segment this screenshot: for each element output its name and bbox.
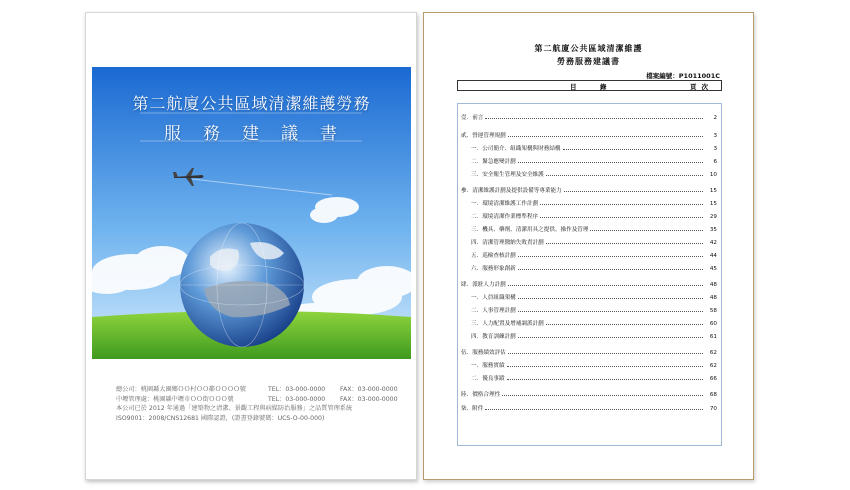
toc-entry <box>458 169 721 178</box>
address: 中壢管理處：桃園縣中壢市ＯＯ街ＯＯＯ號 <box>116 395 234 403</box>
toc-leader-dots <box>518 162 703 163</box>
fax: FAX：03-000-0000 <box>340 395 398 403</box>
toc-entry-label: 三．安全衛生管理及安全維護 <box>471 172 544 178</box>
toc-entry-label: 三．人力配置及增補調派計劃 <box>471 321 544 327</box>
toc-leader-dots <box>518 269 703 270</box>
toc-entry <box>458 156 721 165</box>
cover-page <box>85 12 417 480</box>
document-number: 檔案編號：P1011001C <box>646 72 720 80</box>
toc-entry-label: 一．公司簡介、組織架構與財務結構 <box>471 146 561 152</box>
cover-illustration <box>92 67 411 359</box>
toc-page <box>423 12 754 480</box>
toc-entry-label: 肆．派駐人力計劃 <box>461 282 506 288</box>
toc-entry-label: 一．人員組織架構 <box>471 295 516 301</box>
cover-title-line1: 第二航廈公共區域清潔維護勞務 <box>132 94 371 113</box>
toc-entry-page: 6 <box>713 159 717 165</box>
toc-entry-label: 伍．服務績效評估 <box>461 350 506 356</box>
toc-entry <box>458 263 721 272</box>
toc-leader-dots <box>507 379 703 380</box>
toc-entry-label: 一．服務實績 <box>471 363 505 369</box>
toc-entry-label: 二．環境清潔作業標準程序 <box>471 214 539 220</box>
toc-entry-label: 參．清潔維護計劃及提供設備等專業能力 <box>461 188 562 194</box>
address: 總公司：桃園縣大園鄉ＯＯ村ＯＯ鄰ＯＯＯＯ號 <box>116 386 246 393</box>
certification-line1: 本公司已於 2012 年通過「建築物之清潔、景觀工程與病媒防治服務」之品質管理系統 <box>116 405 353 412</box>
telephone: TEL：03-000-0000 <box>268 386 326 393</box>
toc-leader-dots <box>518 298 703 299</box>
airplane-icon <box>172 167 206 187</box>
toc-leader-dots <box>518 311 703 312</box>
toc-entry-label: 二．人事管理計劃 <box>471 308 516 314</box>
toc-entry <box>458 305 721 314</box>
toc-entry-label: 柒．附件 <box>461 406 484 412</box>
toc-entry-page: 62 <box>709 363 717 369</box>
toc-entry <box>458 237 721 246</box>
toc-header <box>457 80 722 91</box>
toc-entry <box>458 318 721 327</box>
toc-entry-page: 61 <box>709 334 717 340</box>
toc-entry-page: 66 <box>709 376 717 382</box>
toc-leader-dots <box>502 395 703 396</box>
toc-entry <box>458 347 721 356</box>
toc-entry-page: 62 <box>709 350 717 356</box>
toc-entry-page: 2 <box>713 115 717 121</box>
toc-list <box>457 103 722 446</box>
toc-entry-page: 44 <box>709 253 717 259</box>
toc-entry <box>458 373 721 382</box>
toc-entry-label: 貳．營運管理規劃 <box>461 133 506 139</box>
toc-entry <box>458 185 721 194</box>
toc-leader-dots <box>508 353 703 354</box>
toc-entry-page: 48 <box>709 295 717 301</box>
fax: FAX：03-000-0000 <box>340 386 398 393</box>
toc-entry <box>458 250 721 259</box>
toc-entry-label: 五．巡檢查核計劃 <box>471 253 516 259</box>
toc-header-page: 頁次 <box>690 83 713 91</box>
toc-entry-page: 68 <box>709 392 717 398</box>
toc-entry-label: 二．優良事蹟 <box>471 376 505 382</box>
toc-entry-page: 58 <box>709 308 717 314</box>
toc-entry <box>458 112 721 121</box>
toc-entry-page: 70 <box>709 406 717 412</box>
toc-entry <box>458 360 721 369</box>
toc-entry-page: 42 <box>709 240 717 246</box>
toc-leader-dots <box>563 149 703 150</box>
toc-leader-dots <box>546 243 703 244</box>
toc-entry-label: 四．教育訓練計劃 <box>471 334 516 340</box>
toc-entry <box>458 130 721 139</box>
toc-entry-page: 3 <box>713 133 717 139</box>
toc-entry <box>458 389 721 398</box>
cover-title-line2: 服務建議書 <box>164 124 359 144</box>
toc-entry <box>458 279 721 288</box>
toc-header-mu: 目 <box>570 83 577 91</box>
toc-leader-dots <box>518 256 703 257</box>
toc-title-line2: 勞務服務建議書 <box>557 57 620 66</box>
toc-leader-dots <box>546 324 703 325</box>
toc-title-line1: 第二航廈公共區域清潔維護 <box>534 44 643 53</box>
toc-leader-dots <box>508 136 703 137</box>
globe-icon <box>180 223 304 347</box>
toc-entry <box>458 331 721 340</box>
toc-entry-page: 29 <box>709 214 717 220</box>
toc-entry-label: 三．機具、藥劑、清潔用具之提供、操作及管理 <box>471 227 589 233</box>
toc-leader-dots <box>485 118 703 119</box>
toc-leader-dots <box>546 175 703 176</box>
info-row-headquarters <box>116 385 416 395</box>
toc-leader-dots <box>508 285 703 286</box>
toc-entry-page: 35 <box>709 227 717 233</box>
toc-entry <box>458 292 721 301</box>
toc-entry-page: 15 <box>709 188 717 194</box>
toc-leader-dots <box>540 204 703 205</box>
toc-leader-dots <box>518 337 703 338</box>
toc-entry-label: 一．環境清潔維護工作計劃 <box>471 201 539 207</box>
toc-leader-dots <box>485 409 703 410</box>
toc-entry <box>458 143 721 152</box>
toc-entry <box>458 211 721 220</box>
toc-leader-dots <box>540 217 703 218</box>
company-info <box>116 385 416 423</box>
toc-entry-label: 二．緊急應變計劃 <box>471 159 516 165</box>
telephone: TEL：03-000-0000 <box>268 395 326 403</box>
toc-entry <box>458 224 721 233</box>
toc-entry <box>458 198 721 207</box>
toc-entry-label: 陸．價格合理性 <box>461 392 501 398</box>
toc-entry-page: 15 <box>709 201 717 207</box>
toc-header-lu: 錄 <box>600 83 607 91</box>
info-row-branch <box>116 395 416 405</box>
toc-entry-label: 壹．前言 <box>461 115 484 121</box>
toc-leader-dots <box>507 366 703 367</box>
toc-entry-page: 48 <box>709 282 717 288</box>
toc-entry-page: 3 <box>713 146 717 152</box>
toc-entry-label: 四．清潔管理醫納失敗責計劃 <box>471 240 544 246</box>
toc-entry-page: 45 <box>709 266 717 272</box>
toc-leader-dots <box>590 230 703 231</box>
toc-entry-label: 六．服務形象創新 <box>471 266 516 272</box>
toc-entry-page: 60 <box>709 321 717 327</box>
toc-leader-dots <box>564 191 703 192</box>
certification-line2: ISO9001：2008/CNS12681 國際認證，(證書登錄號碼：UCS-O-00-000) <box>116 414 325 422</box>
toc-entry-page: 10 <box>709 172 717 178</box>
toc-entry <box>458 403 721 412</box>
